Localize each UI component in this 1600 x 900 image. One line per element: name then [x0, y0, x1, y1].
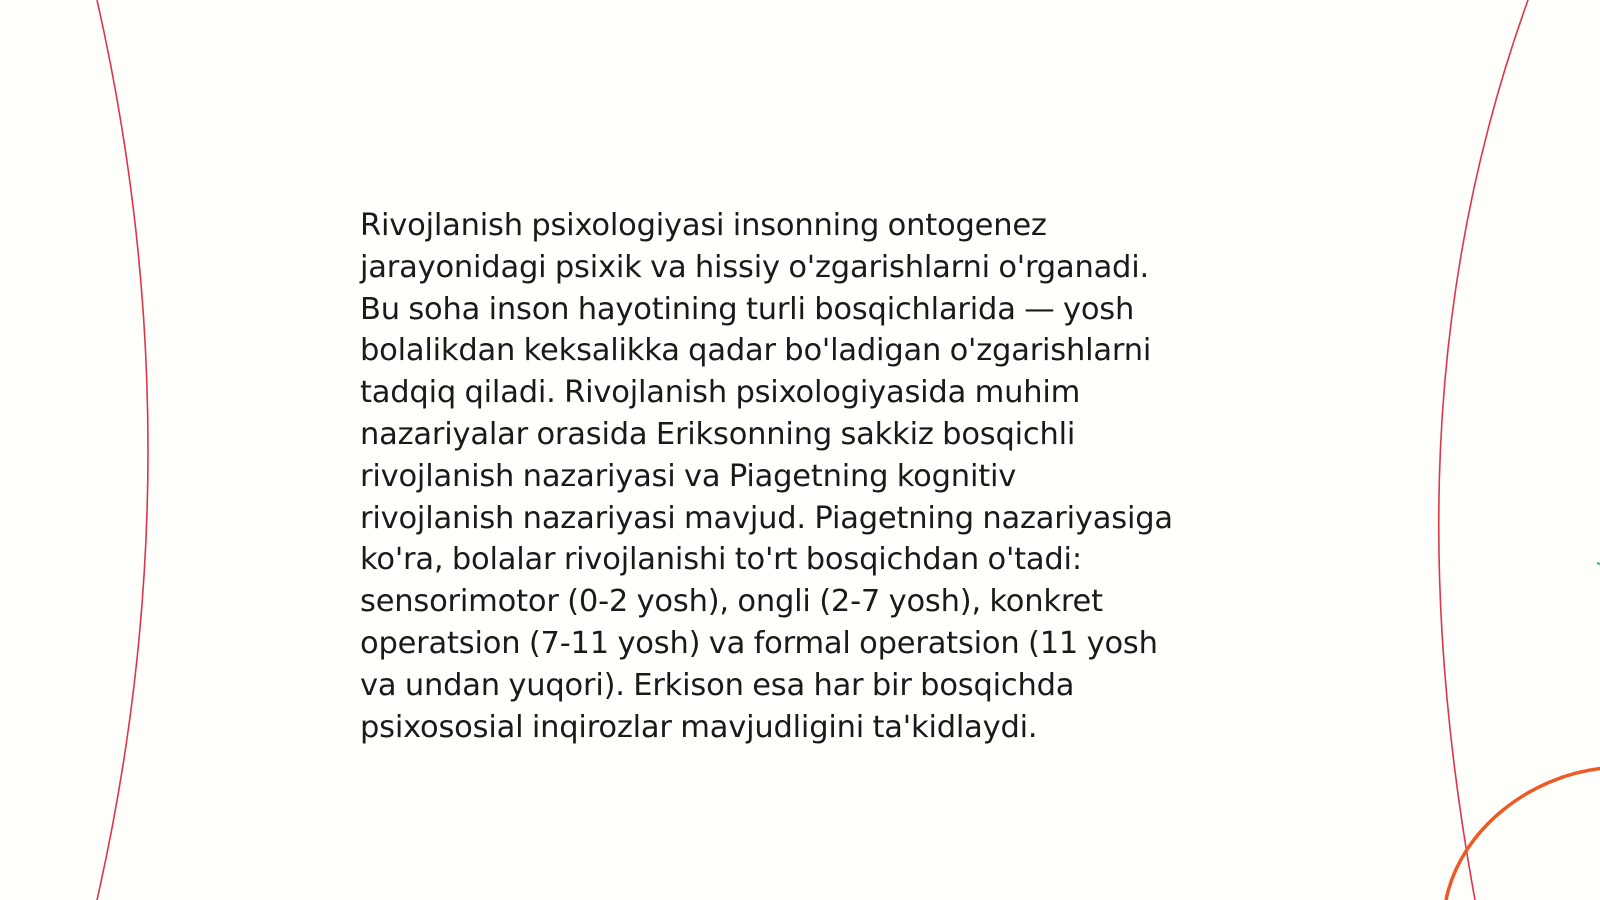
paragraph-line: tadqiq qiladi. Rivojlanish psixologiyasida muhim [360, 375, 1081, 411]
body-paragraph [360, 205, 1260, 748]
paragraph-line: rivojlanish nazariyasi va Piagetning kognitiv [360, 458, 1017, 494]
right-red-curve [1439, 0, 1528, 900]
paragraph-line: va undan yuqori). Erkison esa har bir bosqichda [360, 667, 1075, 703]
paragraph-line: sensorimotor (0-2 yosh), ongli (2-7 yosh), konkret [360, 584, 1103, 620]
paragraph-line: rivojlanish nazariyasi mavjud. Piagetning nazariyasiga [360, 500, 1173, 536]
paragraph-line: Rivojlanish psixologiyasi insonning ontogenez [360, 208, 1047, 243]
paragraph-line: bolalikdan keksalikka qadar bo'ladigan o'zgarishlarni [360, 333, 1152, 369]
bottom-right-orange-arc [1446, 768, 1600, 900]
paragraph-line: psixososial inqirozlar mavjudligini ta'kidlaydi. [360, 709, 1038, 745]
left-red-curve [97, 0, 148, 900]
paragraph-line: ko'ra, bolalar rivojlanishi to'rt bosqichdan o'tadi: [360, 542, 1082, 578]
paragraph-line: operatsion (7-11 yosh) va formal operatsion (11 yosh [360, 625, 1158, 661]
paragraph-line: Bu soha inson hayotining turli bosqichlarida — yosh [360, 291, 1135, 327]
paragraph-line: nazariyalar orasida Eriksonning sakkiz bosqichli [360, 416, 1076, 452]
paragraph-line: jarayonidagi psixik va hissiy o'zgarishlarni o'rganadi. [360, 249, 1149, 285]
